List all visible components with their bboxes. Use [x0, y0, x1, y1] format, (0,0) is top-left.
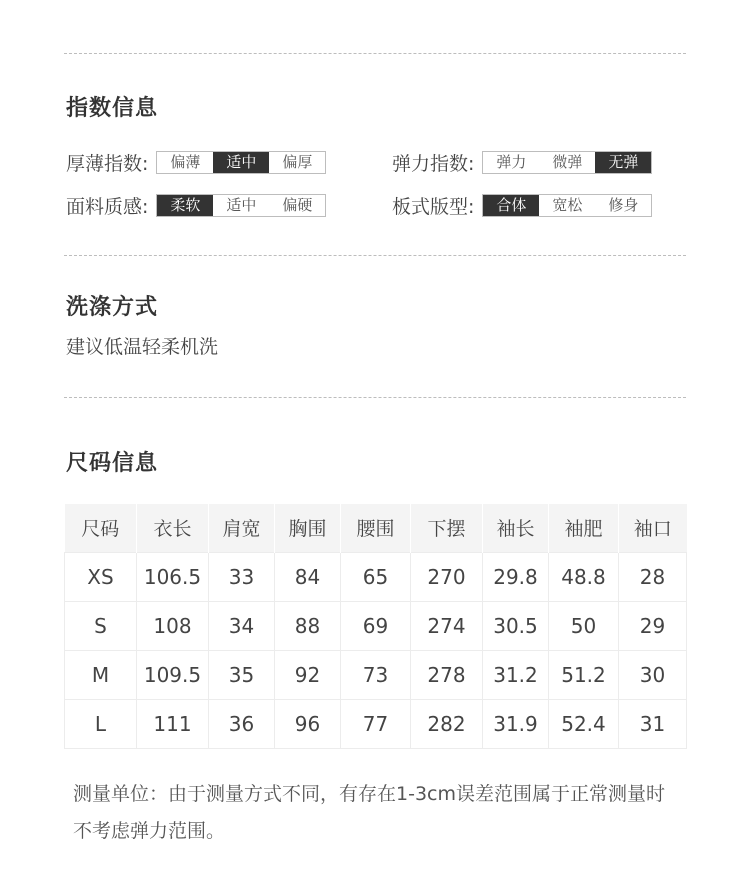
header-hem: 下摆 — [411, 504, 483, 552]
fit-index-row — [392, 193, 652, 217]
cell-sleeve-length: 31.9 — [483, 699, 549, 748]
option-thin: 偏薄 — [170, 152, 201, 171]
option-elastic: 弹力 — [496, 152, 527, 171]
cell-sleeve-width: 51.2 — [549, 650, 619, 699]
option-no-elastic-selected: 无弹 — [595, 152, 651, 173]
cell-size: XS — [65, 552, 137, 601]
header-length: 衣长 — [137, 504, 209, 552]
cell-hem: 278 — [411, 650, 483, 699]
cell-sleeve-width: 48.8 — [549, 552, 619, 601]
option-moderate: 适中 — [226, 195, 257, 214]
texture-options — [156, 194, 326, 217]
cell-size: S — [65, 601, 137, 650]
cell-shoulder: 33 — [209, 552, 275, 601]
cell-hem: 282 — [411, 699, 483, 748]
cell-waist: 77 — [341, 699, 411, 748]
cell-hem: 274 — [411, 601, 483, 650]
fit-options — [482, 194, 652, 217]
cell-size: L — [65, 699, 137, 748]
cell-length: 108 — [137, 601, 209, 650]
thickness-index-row — [66, 150, 326, 174]
cell-shoulder: 35 — [209, 650, 275, 699]
cell-size: M — [65, 650, 137, 699]
cell-cuff: 31 — [619, 699, 687, 748]
wash-instructions: 建议低温轻柔机洗 — [66, 336, 219, 358]
table-row — [65, 699, 687, 748]
cell-sleeve-width: 52.4 — [549, 699, 619, 748]
cell-shoulder: 36 — [209, 699, 275, 748]
option-medium-selected: 适中 — [213, 152, 269, 173]
size-section-title: 尺码信息 — [66, 451, 159, 476]
index-section-title: 指数信息 — [66, 96, 159, 121]
cell-length: 109.5 — [137, 650, 209, 699]
header-cuff: 袖口 — [619, 504, 687, 552]
option-fitted-selected: 合体 — [483, 195, 539, 216]
header-waist: 腰围 — [341, 504, 411, 552]
header-sleeve-length: 袖长 — [483, 504, 549, 552]
cell-sleeve-length: 30.5 — [483, 601, 549, 650]
divider-index — [64, 255, 686, 256]
texture-index-row — [66, 193, 326, 217]
table-row — [65, 601, 687, 650]
cell-cuff: 29 — [619, 601, 687, 650]
cell-cuff: 30 — [619, 650, 687, 699]
cell-hem: 270 — [411, 552, 483, 601]
cell-sleeve-length: 29.8 — [483, 552, 549, 601]
divider-top — [64, 53, 686, 54]
cell-sleeve-width: 50 — [549, 601, 619, 650]
option-slight-elastic: 微弹 — [552, 152, 583, 171]
cell-shoulder: 34 — [209, 601, 275, 650]
option-loose: 宽松 — [552, 195, 583, 214]
cell-chest: 84 — [275, 552, 341, 601]
header-size: 尺码 — [65, 504, 137, 552]
texture-index-label: 面料质感: — [66, 195, 149, 218]
option-thick: 偏厚 — [282, 152, 313, 171]
thickness-index-label: 厚薄指数: — [66, 152, 149, 175]
size-table-header — [65, 504, 687, 552]
size-table — [64, 504, 687, 749]
option-soft-selected: 柔软 — [157, 195, 213, 216]
cell-length: 106.5 — [137, 552, 209, 601]
thickness-options — [156, 151, 326, 174]
divider-wash — [64, 397, 686, 398]
fit-index-label: 板式版型: — [392, 195, 475, 218]
elasticity-index-label: 弹力指数: — [392, 152, 475, 175]
cell-chest: 96 — [275, 699, 341, 748]
cell-waist: 73 — [341, 650, 411, 699]
measurement-note: 测量单位：由于测量方式不同，有存在1-3cm误差范围属于正常测量时不考虑弹力范围。 — [73, 783, 665, 842]
table-row — [65, 650, 687, 699]
cell-chest: 88 — [275, 601, 341, 650]
header-shoulder: 肩宽 — [209, 504, 275, 552]
header-chest: 胸围 — [275, 504, 341, 552]
cell-sleeve-length: 31.2 — [483, 650, 549, 699]
option-slim: 修身 — [608, 195, 639, 214]
cell-length: 111 — [137, 699, 209, 748]
cell-chest: 92 — [275, 650, 341, 699]
cell-waist: 65 — [341, 552, 411, 601]
elasticity-options — [482, 151, 652, 174]
wash-section-title: 洗涤方式 — [66, 295, 159, 320]
cell-waist: 69 — [341, 601, 411, 650]
cell-cuff: 28 — [619, 552, 687, 601]
option-stiff: 偏硬 — [282, 195, 313, 214]
header-sleeve-width: 袖肥 — [549, 504, 619, 552]
elasticity-index-row — [392, 150, 652, 174]
table-row — [65, 552, 687, 601]
